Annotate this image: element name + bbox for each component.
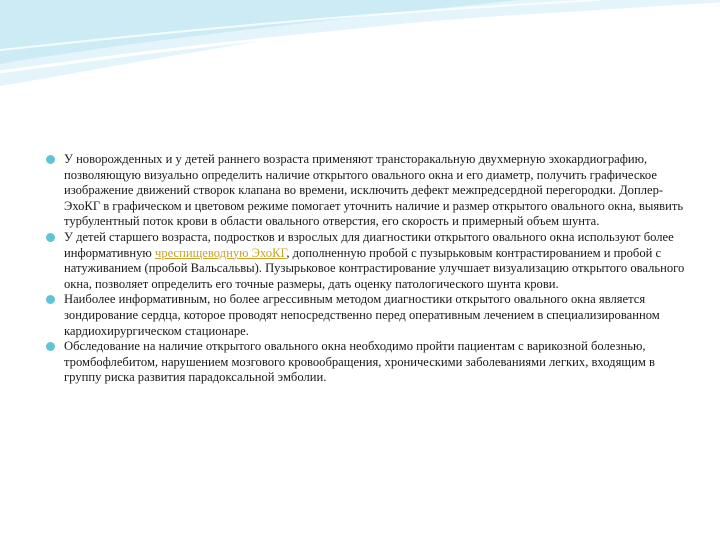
bullet-icon [46, 155, 55, 164]
wave-decoration [0, 0, 720, 120]
bullet-icon [46, 295, 55, 304]
bullet-text: Обследование на наличие открытого овального окна необходимо пройти пациентам с варикозной болезнью, тромбофлебитом, нарушением мозгового кровообращения, хроническими заболеваниями легких, входящим в группу риска развития парадоксальной эмболии. [64, 339, 655, 385]
bullet-icon [46, 233, 55, 242]
bullet-item-catheterization [46, 292, 686, 339]
bullet-list [46, 152, 686, 386]
bullet-item-older-children [46, 230, 686, 292]
bullet-text-after: , дополненную пробой с пузырьковым контрастированием и пробой с натуживанием (пробой Вальсальвы). Пузырьковое контрастирование улучшает визуализацию открытого овального окна, позволяет определить его точные размеры, дать оценку патологического шунта крови. [64, 245, 685, 291]
bullet-item-newborns [46, 152, 686, 230]
transesophageal-echo-link[interactable]: чреспищеводную ЭхоКГ [154, 245, 287, 260]
bullet-text: Наиболее информативным, но более агрессивным методом диагностики открытого овального окна является зондирование сердца, которое проводят непосредственно перед оперативным лечением в специализированном кардиохирургическом стационаре. [64, 292, 660, 338]
bullet-text-before: У детей старшего возраста, подростков и взрослых для диагностики открытого овального окна используют более информативную [64, 229, 674, 260]
bullet-text: У новорожденных и у детей раннего возраста применяют трансторакальную двухмерную эхокардиографию, позволяющую визуально определить наличие открытого овального окна и его диаметр, получить графическое изображение движений створок клапана во времени, исключить дефект межпредсердной перегородки. Доплер-ЭхоКГ в графическом и цветовом режиме помогает уточнить наличие и размер открытого овального окна, выявить турбулентный поток крови в области овального отверстия, его скорость и примерный объем шунта. [64, 152, 684, 229]
bullet-icon [46, 342, 55, 351]
bullet-item-risk-group [46, 339, 686, 386]
